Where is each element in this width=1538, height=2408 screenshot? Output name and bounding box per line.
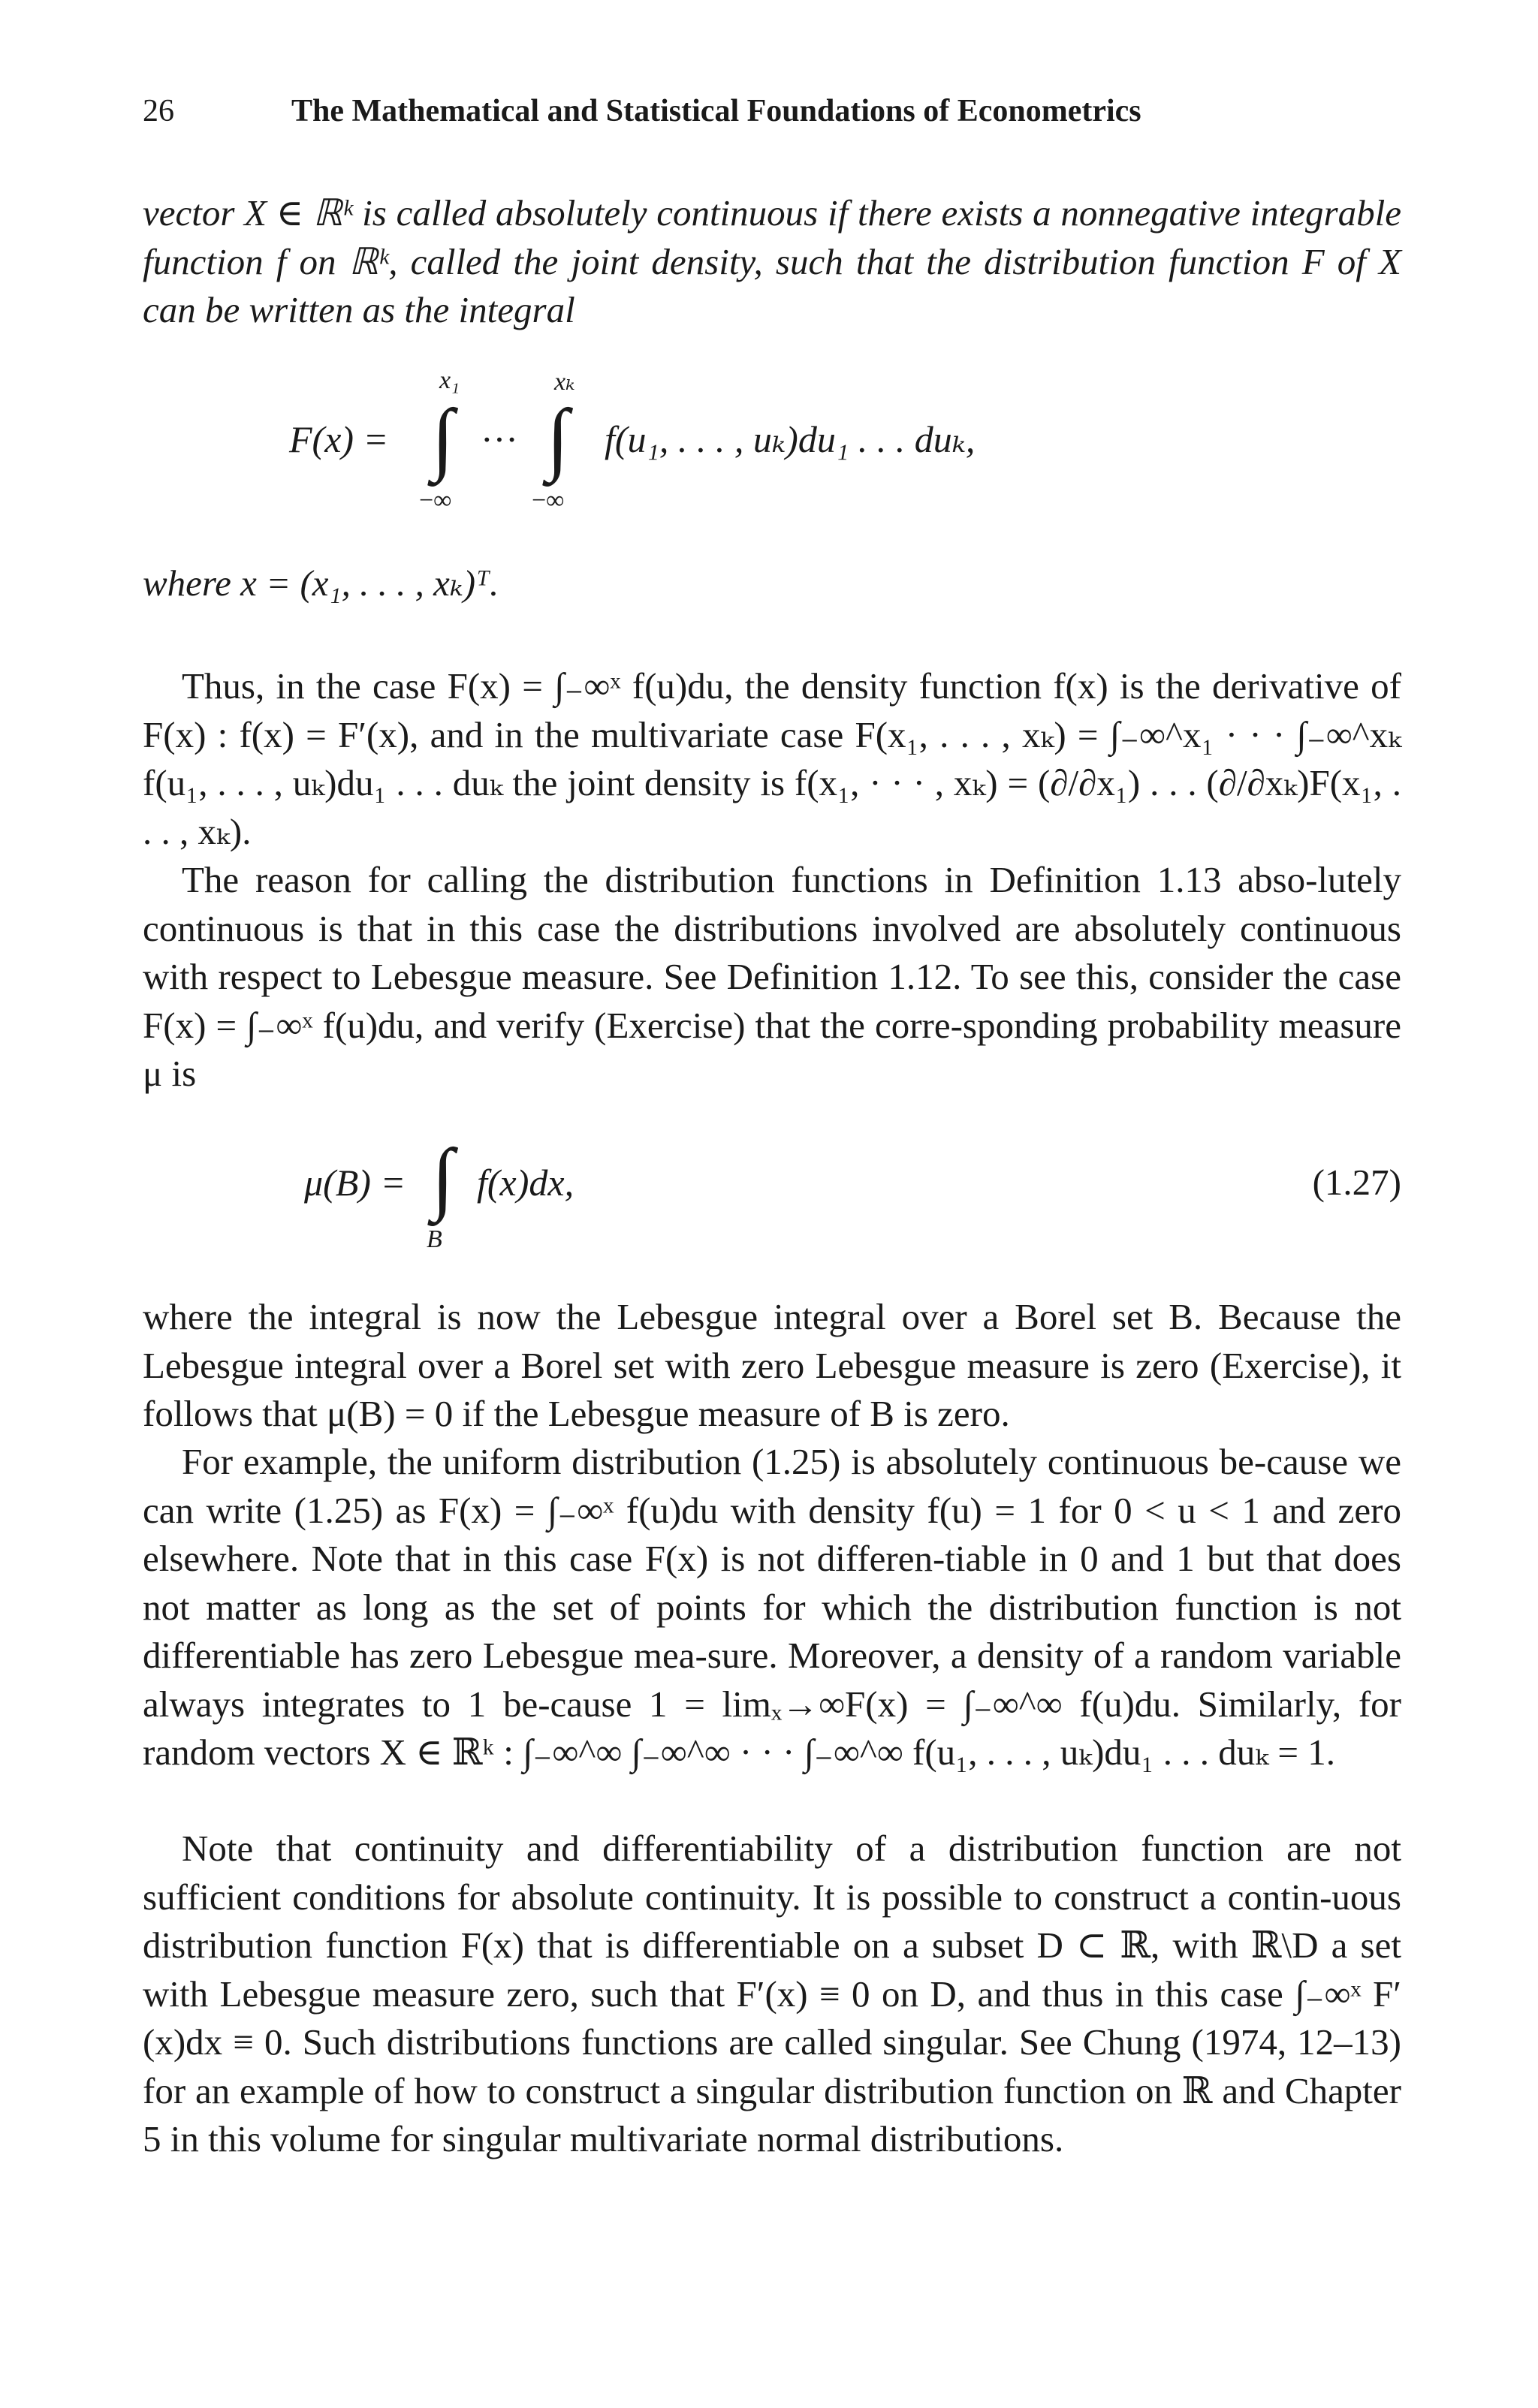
equation-integrand: f(u₁, . . . , uₖ)du₁ . . . duₖ, bbox=[605, 418, 976, 460]
page-number: 26 bbox=[143, 94, 174, 128]
upper-limit-1: x₁ bbox=[439, 366, 460, 394]
definition-text: vector X ∈ ℝᵏ is called absolutely continuous if there exists a nonnegative integrable function f on ℝᵏ, called the joint density, such that the distribution function F of X can be written as the integral bbox=[143, 192, 1401, 330]
lower-limit-1: −∞ bbox=[419, 487, 452, 514]
paragraph-where: where the integral is now the Lebesgue integral over a Borel set B. Because the Lebesgue integral over a Borel set with zero Lebesgue measure is zero (Exercise), it follows that μ(B) = 0 if the Lebesgue measure of B is zero. bbox=[143, 1296, 1401, 1434]
upper-limit-k: xₖ bbox=[554, 368, 575, 396]
equation-lhs: μ(B) = bbox=[304, 1162, 406, 1204]
equation-integrand: f(x)dx, bbox=[477, 1162, 574, 1204]
paragraph-note: Note that continuity and differentiability of a distribution function are not sufficient conditions for absolute continuity. It is possible to construct a contin-uous distribution function F(x) that is differentiable on a subset D ⊂ ℝ, with ℝ\D a set with Lebesgue measure zero, such that F′(x) ≡ 0 on D, and thus in this case ∫₋∞ˣ F′(x)dx ≡ 0. Such distributions functions are called singular. See Chung (1974, 12–13) for an example of how to construct a singular distribution function on ℝ and Chapter 5 in this volume for singular multivariate normal distributions. bbox=[143, 1828, 1401, 2159]
where-text: where x = (x₁, . . . , xₖ)ᵀ. bbox=[143, 562, 499, 604]
book-page bbox=[143, 0, 1401, 2408]
integral-sign: ∫ bbox=[432, 1133, 454, 1222]
running-title: The Mathematical and Statistical Foundations of Econometrics bbox=[291, 94, 1141, 128]
integral-dots: ··· bbox=[481, 418, 518, 460]
paragraph-example: For example, the uniform distribution (1.25) is absolutely continuous be-cause we can write (1.25) as F(x) = ∫₋∞ˣ f(u)du with density f(u) = 1 for 0 < u < 1 and zero elsewhere. Note that in this case F(x) is not differen-tiable in 0 and 1 but that does not matter as long as the set of points for which the distribution function is not differentiable has zero Lebesgue mea-sure. Moreover, a density of a random variable always integrates to 1 be-cause 1 = limₓ→∞F(x) = ∫₋∞^∞ f(u)du. Similarly, for random vectors X ∈ ℝᵏ : ∫₋∞^∞ ∫₋∞^∞ · · · ∫₋∞^∞ f(u₁, . . . , uₖ)du₁ . . . duₖ = 1. bbox=[143, 1441, 1401, 1773]
equation-lhs: F(x) = bbox=[289, 418, 389, 460]
paragraph-thus: Thus, in the case F(x) = ∫₋∞ˣ f(u)du, the density function f(x) is the derivative of F(x) : f(x) = F′(x), and in the multivariate case F(x₁, . . . , xₖ) = ∫₋∞^x₁ · · · ∫₋∞^xₖ f(u₁, . . . , uₖ)du₁ . . . duₖ the joint density is f(x₁, · · · , xₖ) = (∂/∂x₁) . . . (∂/∂xₖ)F(x₁, . . . , xₖ). bbox=[143, 665, 1401, 852]
lower-limit-b: B bbox=[427, 1225, 442, 1253]
integral-sign-k: ∫ bbox=[547, 393, 569, 483]
paragraph-reason: The reason for calling the distribution functions in Definition 1.13 abso-lutely continuous is that in this case the distributions involved are absolutely continuous with respect to Lebesgue measure. See Definition 1.12. To see this, consider the case F(x) = ∫₋∞ˣ f(u)du, and verify (Exercise) that the corre-sponding probability measure μ is bbox=[143, 859, 1401, 1094]
integral-sign-1: ∫ bbox=[432, 393, 454, 483]
running-header bbox=[143, 89, 1401, 134]
equation-number: (1.27) bbox=[1312, 1162, 1401, 1203]
lower-limit-k: −∞ bbox=[532, 487, 565, 514]
